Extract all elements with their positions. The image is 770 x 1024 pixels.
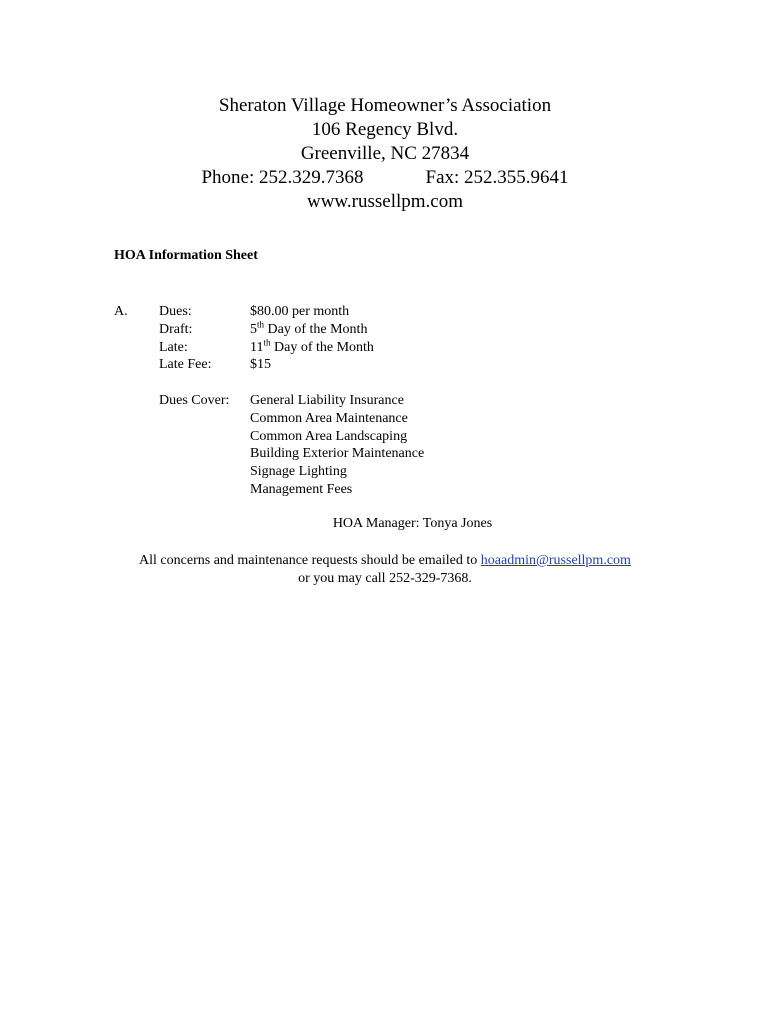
draft-day-number: 5 bbox=[250, 321, 257, 337]
list-item: Common Area Maintenance bbox=[250, 410, 408, 426]
city-state-zip: Greenville, NC 27834 bbox=[300, 143, 470, 164]
draft-day-text: Day of the Month bbox=[264, 321, 368, 337]
late-value bbox=[250, 336, 374, 357]
dues-cover-label: Dues Cover: bbox=[159, 393, 230, 408]
list-item: General Liability Insurance bbox=[250, 393, 404, 408]
fax-number: Fax: 252.355.9641 bbox=[425, 167, 569, 188]
letterhead bbox=[0, 94, 770, 214]
late-fee-label: Late Fee: bbox=[159, 357, 212, 373]
fee-labels bbox=[159, 303, 211, 374]
street-address: 106 Regency Blvd. bbox=[311, 119, 459, 140]
late-label: Late: bbox=[159, 339, 188, 355]
late-day-suffix: th bbox=[263, 336, 271, 347]
late-day-number: 11 bbox=[250, 339, 264, 355]
list-item: Building Exterior Maintenance bbox=[250, 446, 425, 462]
sheet-title: HOA Information Sheet bbox=[114, 248, 258, 263]
fee-values bbox=[250, 303, 374, 374]
late-day-text: Day of the Month bbox=[270, 339, 374, 355]
section-marker: A. bbox=[114, 304, 128, 319]
late-fee-value: $15 bbox=[250, 357, 271, 373]
contact-text: All concerns and maintenance requests should be emailed to bbox=[139, 553, 481, 568]
phone-number: Phone: 252.329.7368 bbox=[201, 167, 364, 188]
dues-label: Dues: bbox=[159, 304, 192, 319]
contact-line-2: or you may call 252-329-7368. bbox=[298, 571, 472, 586]
draft-day-suffix: th bbox=[257, 319, 265, 330]
list-item: Signage Lighting bbox=[250, 464, 347, 480]
association-name: Sheraton Village Homeowner’s Association bbox=[218, 95, 552, 116]
draft-value bbox=[250, 321, 374, 339]
dues-cover-list bbox=[250, 392, 424, 499]
list-item: Management Fees bbox=[250, 481, 353, 497]
contact-line-1 bbox=[0, 552, 770, 570]
hoa-manager: HOA Manager: Tonya Jones bbox=[332, 516, 493, 531]
dues-value: $80.00 per month bbox=[250, 304, 350, 319]
phone-fax-line bbox=[0, 166, 770, 190]
list-item: Common Area Landscaping bbox=[250, 428, 408, 444]
website: www.russellpm.com bbox=[306, 191, 464, 212]
contact-info bbox=[0, 552, 770, 588]
email-link[interactable]: hoaadmin@russellpm.com bbox=[480, 553, 631, 568]
draft-label: Draft: bbox=[159, 321, 193, 337]
